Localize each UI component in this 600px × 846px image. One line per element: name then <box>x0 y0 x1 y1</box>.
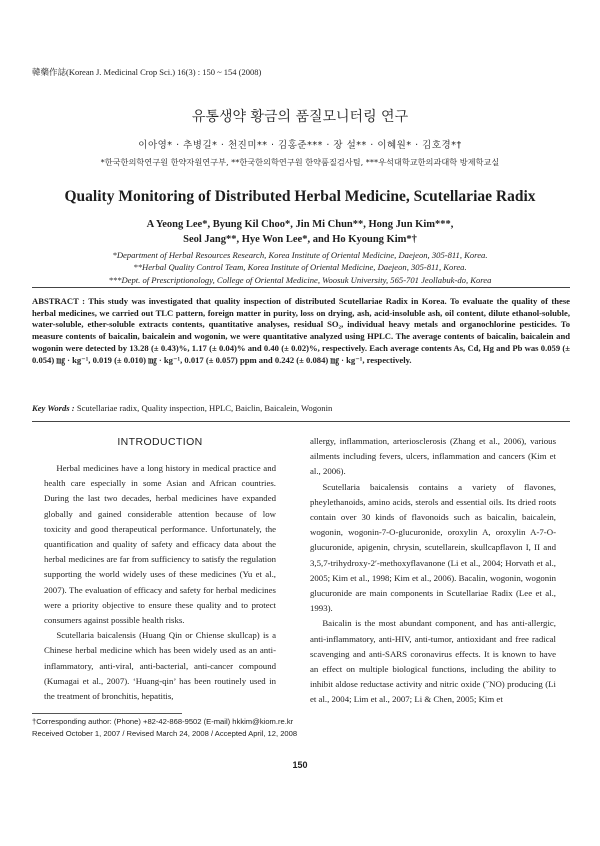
paragraph: Herbal medicines have a long history in medical practice and health care especially in some Asian and African countries. During the last two decades, herbal medicines have expanded globally and gained considerable attention because of low toxicity and good therapeutical performance. Unfortunately, the quantification and quality of safety and efficacy data about the herbal medicines are far from sufficiency to satisfy the regulation supporting the world widely uses of these medicines (Yu et al., 2007). The evaluation of efficacy and safety for herbal medicines were a priority objective to ensure these quality and to protect consumers against possible health risks. <box>44 463 276 626</box>
bottom-rule <box>32 421 570 422</box>
paragraph: Scutellaria baicalensis (Huang Qin or Chiense skullcap) is a Chinese herbal medicine which has been widely used as an anti-inflammatory, anti-viral, anti-bacterial, anti-cancer compound (Kumagai et al., 2007). ‘Huang-qin’ has been routinely used in the treatment of bronchitis, hepatitis, <box>44 630 276 702</box>
received-dates: Received October 1, 2007 / Revised March 24, 2008 / Accepted April, 12, 2008 <box>32 729 298 738</box>
corresponding-author: †Corresponding author: (Phone) +82-42-868-9502 (E-mail) hkkim@kiom.re.kr <box>32 717 294 726</box>
english-authors-line-2: Seol Jang**, Hye Won Lee*, and Ho Kyoung Kim*† <box>183 234 417 245</box>
english-title: Quality Monitoring of Distributed Herbal Medicine, Scutellariae Radix <box>64 188 536 205</box>
page-number: 150 <box>292 760 308 770</box>
journal-citation: 韓藥作誌(Korean J. Medicinal Crop Sci.) 16(3) : 150 ~ 154 (2008) <box>32 67 262 77</box>
english-authors <box>0 217 600 247</box>
korean-affiliation: *한국한의학연구원 한약자원연구부, **한국한의학연구원 한약품질검사팀, ***우석대학교한의과대학 방제학교실 <box>100 157 500 167</box>
keywords <box>32 403 570 413</box>
english-affiliations <box>0 249 600 286</box>
korean-authors: 이아영* · 추병길* · 천진미** · 김홍준*** · 장 설** · 이혜원* · 김호경*† <box>138 140 462 151</box>
top-rule <box>32 287 570 288</box>
affiliation-1: *Department of Herbal Resources Research, Korea Institute of Oriental Medicine, Daejeon, 305-811, Korea. <box>112 250 488 260</box>
abstract-text: This study was investigated that quality inspection of distributed Scutellariae Radix in Korea. To evaluate the quality of these herbal medicines, we carried out TLC pattern, foreign matter in purity, loss on drying, ash, acid-insoluble ash, oil content, dilute ethanol-soluble, water-soluble, ether-soluble extracts contents, quantitative analyses, residual SO₂, individual heavy metals and organochlorine pesticides. To measure contents of baicalin, baicalein and wogonin, we were quantitative analyzed using HPLC. The average contents of baicalin, baicalein and wogonin were detected by 13.28 (± 0.43)%, 1.17 (± 0.04)% and 0.40 (± 0.02)%, respectively. Each average contents As, Cd, Hg and Pb was 0.059 (± 0.054) ㎎ · kg⁻¹, 0.019 (± 0.010) ㎎ · kg⁻¹, 0.017 (± 0.057) ppm and 0.242 (± 0.084) ㎎ · kg⁻¹, respectively. <box>32 296 570 365</box>
abstract-label: ABSTRACT : <box>32 296 85 306</box>
footnote-rule <box>32 713 182 714</box>
footnote <box>32 716 572 740</box>
english-authors-line-1: A Yeong Lee*, Byung Kil Choo*, Jin Mi Chun**, Hong Jun Kim***, <box>146 219 454 230</box>
affiliation-3: ***Dept. of Prescriptionology, College of Oriental Medicine, Woosuk University, 565-701 Jeollabuk-do, Korea <box>108 274 492 285</box>
keywords-label: Key Words : <box>32 403 75 413</box>
paragraph: Baicalin is the most abundant component, and has anti-allergic, anti-inflammatory, anti-HIV, anti-tumor, antioxidant and free radical scavenging and anti-SARS coronavirus effects. It is known to have an effect on multiple biological functions, including the ability to inhibit aldose reductase activity and nitric oxide (ˇNO) producing (Li et al., 2004; Lim et al., 2007; Li & Chen, 2005; Kim et <box>310 618 556 705</box>
korean-title: 유통생약 황금의 품질모니터링 연구 <box>191 109 409 125</box>
keywords-text: Scutellariae radix, Quality inspection, HPLC, Baiclin, Baicalein, Wogonin <box>76 403 333 413</box>
paragraph: allergy, inflammation, arteriosclerosis (Zhang et al., 2006), various ailments including fevers, ulcers, inflammation and cancers (Kim et al., 2006). <box>310 436 556 477</box>
paragraph: Scutellaria baicalensis contains a variety of flavones, pheylethanoids, amino acids, sterols and essential oils. Its dried roots contain over 30 kinds of flavonoids such as baicalin, baicalein, wogonin, wogonin-7-O-glucuronide, oroxylin A, oroxylin A-7-O-glucuronide, apigenin, chrysin, scutellarein, skullcapflavon I, II and 3,5,7-trihydroxy-2′-methoxyflavanone (Li et al., 2004; Horvath et al., 2005; Kim et al., 1998; Kim et al., 2006). Bacalin, wogonin, wogonin glucuronide are main components in Scutellariae Radix (Lee et al., 1993). <box>310 481 556 614</box>
left-column <box>44 461 276 704</box>
abstract <box>32 296 570 366</box>
affiliation-2: **Herbal Quality Control Team, Korea Institute of Oriental Medicine, Daejeon, 305-811, Korea. <box>133 262 467 273</box>
right-column <box>310 434 556 708</box>
section-heading-introduction: INTRODUCTION <box>117 436 203 448</box>
